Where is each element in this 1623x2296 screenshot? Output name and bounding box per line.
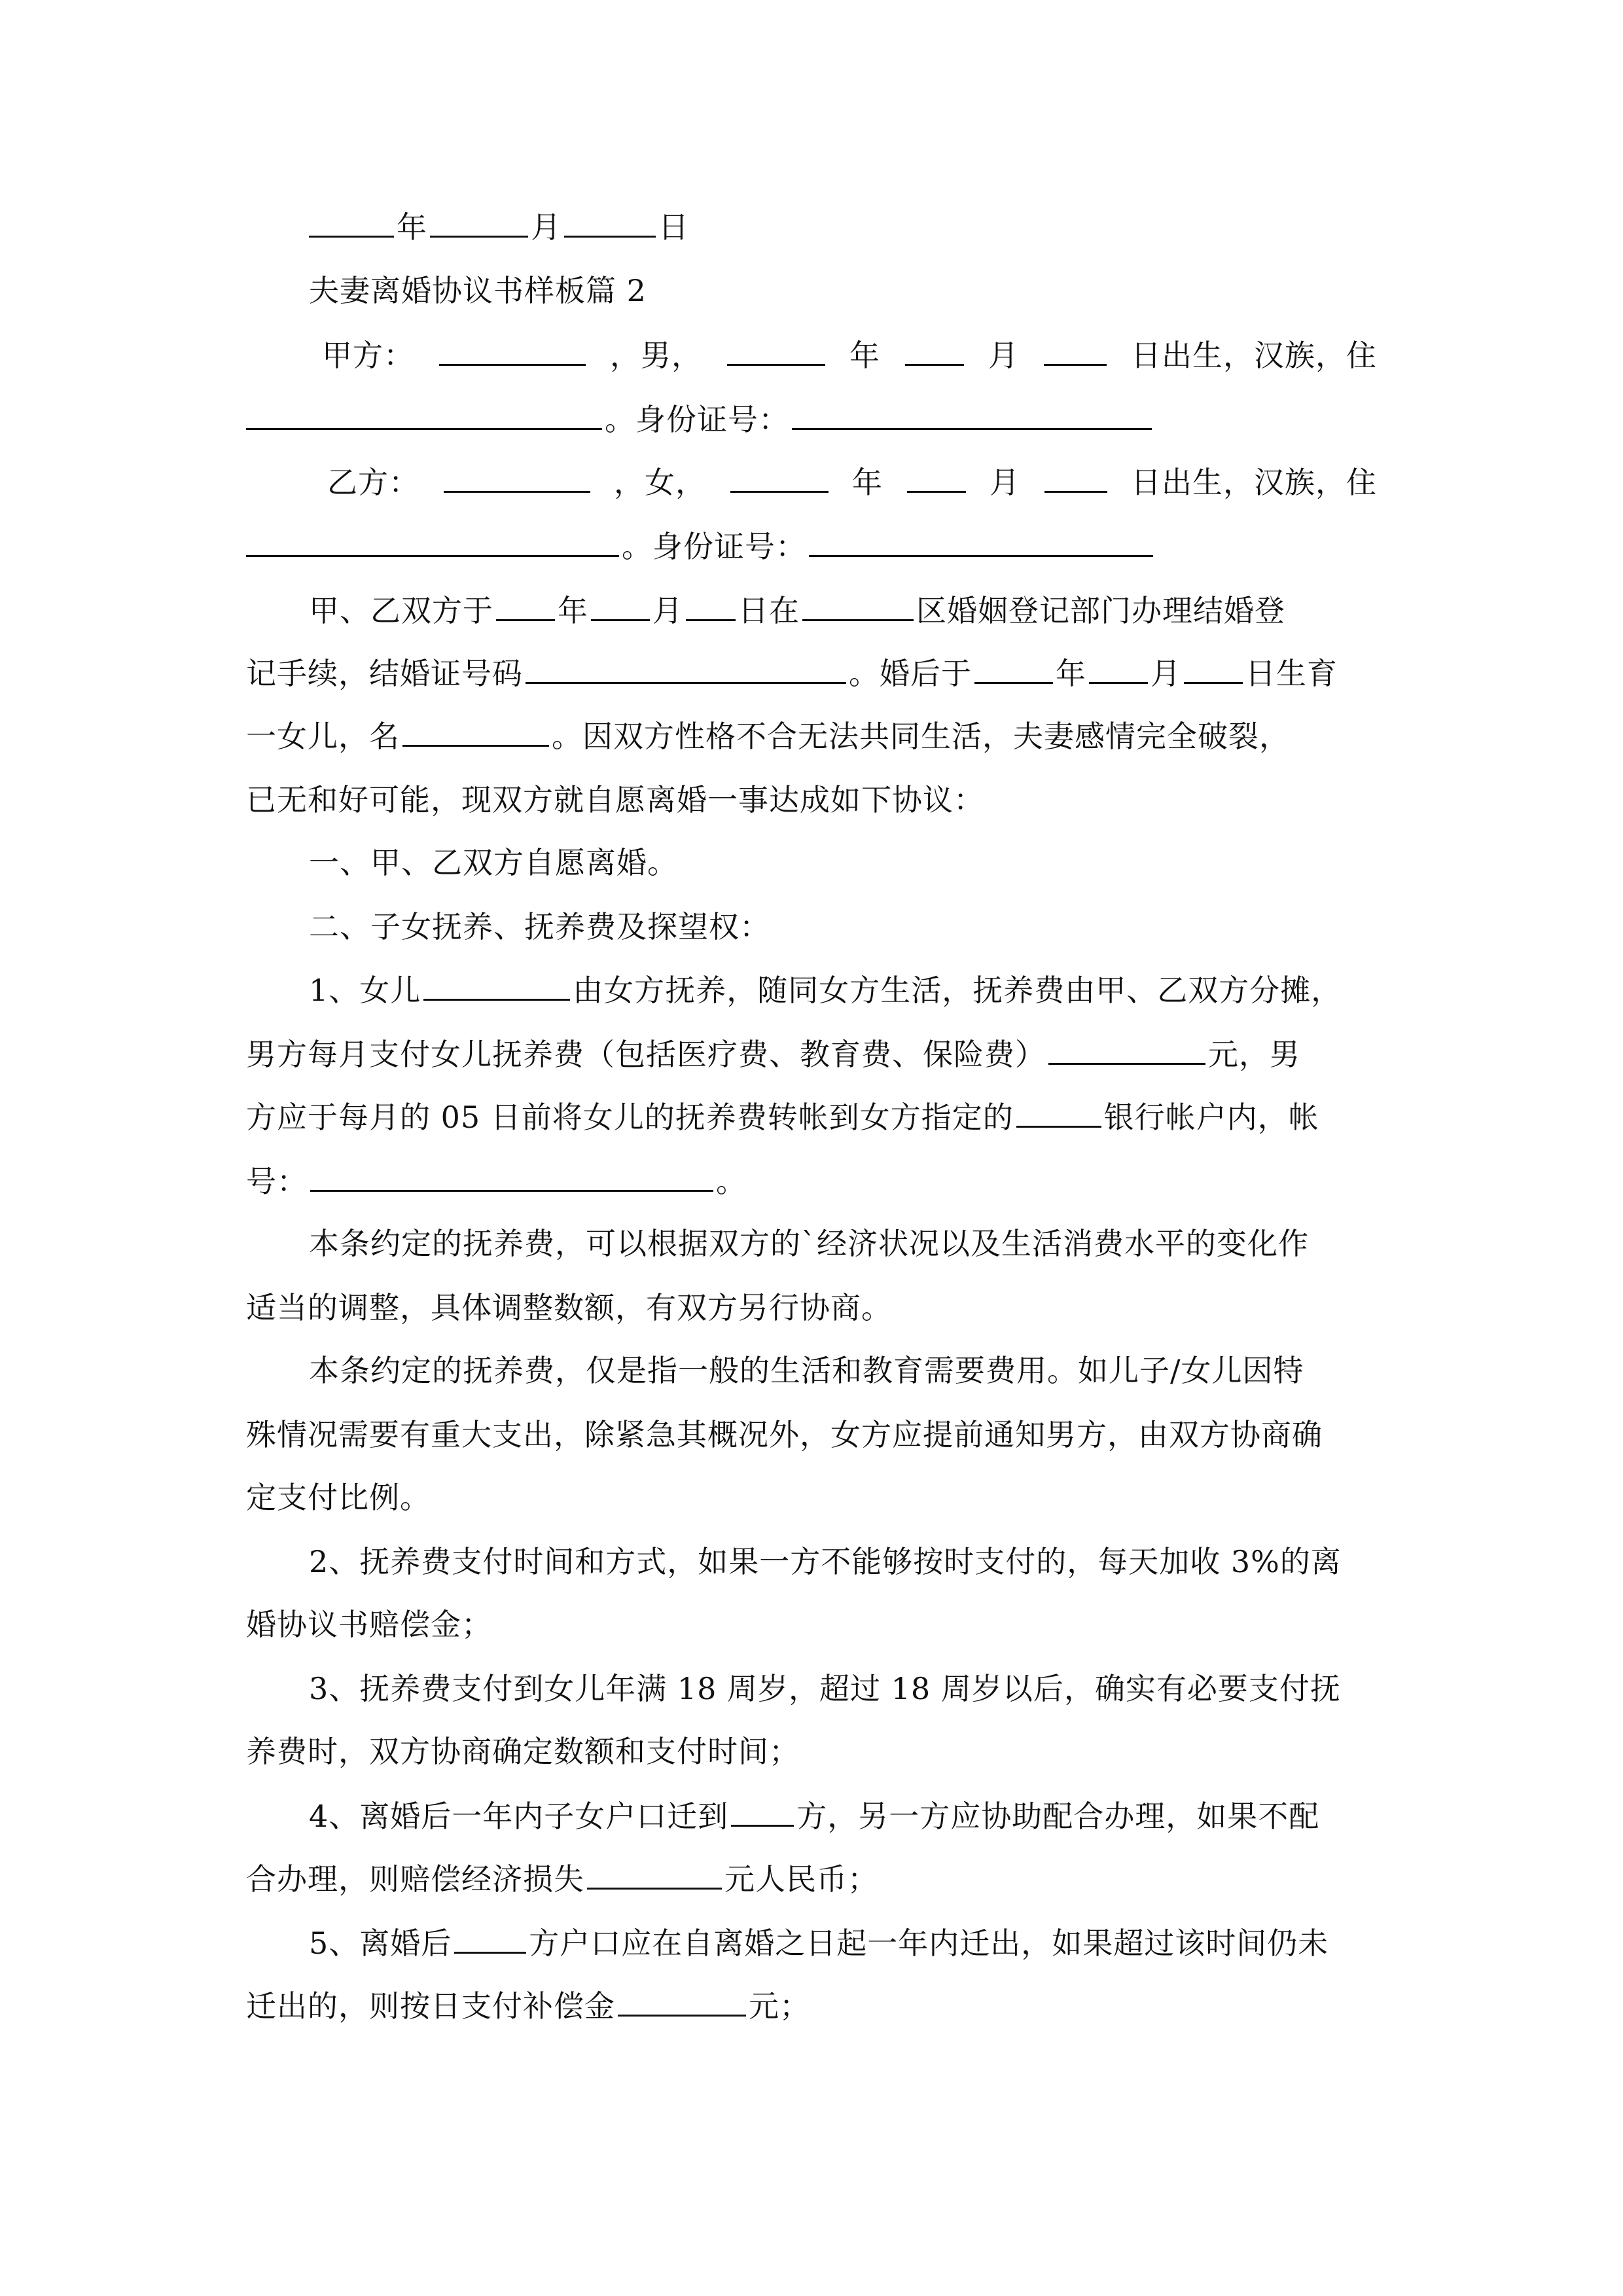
item-1-line-3	[246, 1097, 1377, 1137]
party-a-id-label: 。身份证号：	[605, 402, 789, 437]
item-4-line-2	[246, 1859, 1377, 1899]
item-1-line-2	[246, 1034, 1377, 1074]
intro-text: 区婚姻登记部门办理结婚登	[916, 593, 1285, 628]
item-3-line-1: 3、抚养费支付到女儿年满 18 周岁，超过 18 周岁以后，确实有必要支付抚	[309, 1671, 1341, 1706]
note-2-line-3: 定支付比例。	[246, 1480, 431, 1515]
date-day: 日	[658, 209, 689, 245]
item-text: 男方每月支付女儿抚养费（包括医疗费、教育费、保险费）	[246, 1037, 1046, 1072]
clause-1: 一、甲、乙双方自愿离婚。	[309, 845, 678, 880]
intro-line-2	[246, 653, 1377, 693]
intro-line-3	[246, 716, 1377, 756]
intro-text: 日生育	[1245, 656, 1338, 691]
note-2-line-2: 殊情况需要有重大支出，除紧急其概况外，女方应提前通知男方，由双方协商确	[246, 1417, 1323, 1452]
party-a-line-2	[246, 399, 1377, 439]
item-text: 。	[716, 1164, 747, 1199]
party-a-gender: ，男，	[610, 338, 702, 373]
intro-text: 记手续，结婚证号码	[246, 656, 523, 691]
item-1-line-1	[309, 970, 1377, 1010]
party-a-line-1	[322, 335, 1377, 375]
item-text: 5、离婚后	[309, 1926, 452, 1961]
item-3-line-2: 养费时，双方协商确定数额和支付时间；	[246, 1734, 800, 1769]
party-b-line-1	[327, 462, 1377, 502]
item-text: 元，男	[1208, 1037, 1300, 1072]
party-a-born: 日出生，汉族，住	[1131, 338, 1377, 373]
intro-line-1	[309, 590, 1377, 630]
intro-day: 日在	[738, 593, 800, 628]
item-4-line-1	[309, 1796, 1377, 1836]
item-text: 银行帐户内，帐	[1103, 1100, 1319, 1135]
date-month: 月	[531, 209, 562, 245]
party-a-label: 甲方：	[322, 338, 414, 373]
party-b-born: 日出生，汉族，住	[1131, 465, 1377, 500]
item-text: 方应于每月的 05 日前将女儿的抚养费转帐到女方指定的	[246, 1100, 1014, 1135]
party-b-year: 年	[852, 465, 883, 500]
item-text: 元；	[749, 1988, 810, 2024]
date-line	[309, 207, 1377, 247]
item-text: 4、离婚后一年内子女户口迁到	[309, 1799, 729, 1834]
note-1-line-1: 本条约定的抚养费，可以根据双方的`经济状况以及生活消费水平的变化作	[309, 1226, 1309, 1261]
intro-text: 甲、乙双方于	[309, 593, 493, 628]
section-title: 夫妻离婚协议书样板篇 2	[309, 273, 647, 308]
item-text: 迁出的，则按日支付补偿金	[246, 1988, 615, 2024]
item-text: 元人民币；	[724, 1861, 878, 1897]
intro-line-4: 已无和好可能，现双方就自愿离婚一事达成如下协议：	[246, 782, 984, 817]
intro-month: 月	[652, 593, 683, 628]
item-text: 方户口应在自离婚之日起一年内迁出，如果超过该时间仍未	[529, 1926, 1329, 1961]
note-1-line-2: 适当的调整，具体调整数额，有双方另行协商。	[246, 1290, 892, 1325]
item-2-line-1: 2、抚养费支付时间和方式，如果一方不能够按时支付的，每天加收 3%的离	[309, 1544, 1342, 1579]
clause-2: 二、子女抚养、抚养费及探望权：	[309, 909, 770, 944]
intro-year: 年	[558, 593, 588, 628]
item-5-line-2	[246, 1986, 1377, 2026]
party-b-line-2	[246, 526, 1377, 566]
intro-text: 。因双方性格不合无法共同生活，夫妻感情完全破裂，	[552, 719, 1290, 754]
party-b-month: 月	[990, 465, 1020, 500]
intro-year: 年	[1056, 656, 1086, 691]
item-5-line-1	[309, 1923, 1377, 1963]
item-1-line-4	[246, 1161, 1377, 1201]
party-a-month: 月	[988, 338, 1019, 373]
item-text: 由女方抚养，随同女方生活，抚养费由甲、乙双方分摊，	[573, 973, 1342, 1008]
item-text: 号：	[246, 1164, 308, 1199]
item-text: 方，另一方应协助配合办理，如果不配	[796, 1799, 1320, 1834]
party-b-id-label: 。身份证号：	[622, 529, 806, 564]
intro-text: 。婚后于	[849, 656, 972, 691]
party-b-gender: ，女，	[614, 465, 706, 500]
item-text: 1、女儿	[309, 973, 421, 1008]
date-year: 年	[397, 209, 427, 245]
item-2-line-2: 婚协议书赔偿金；	[246, 1607, 492, 1642]
party-a-year: 年	[849, 338, 880, 373]
note-2-line-1: 本条约定的抚养费，仅是指一般的生活和教育需要费用。如儿子/女儿因特	[309, 1353, 1304, 1388]
intro-text: 一女儿，名	[246, 719, 400, 754]
party-b-label: 乙方：	[327, 465, 419, 500]
item-text: 合办理，则赔偿经济损失	[246, 1861, 584, 1897]
intro-month: 月	[1150, 656, 1181, 691]
